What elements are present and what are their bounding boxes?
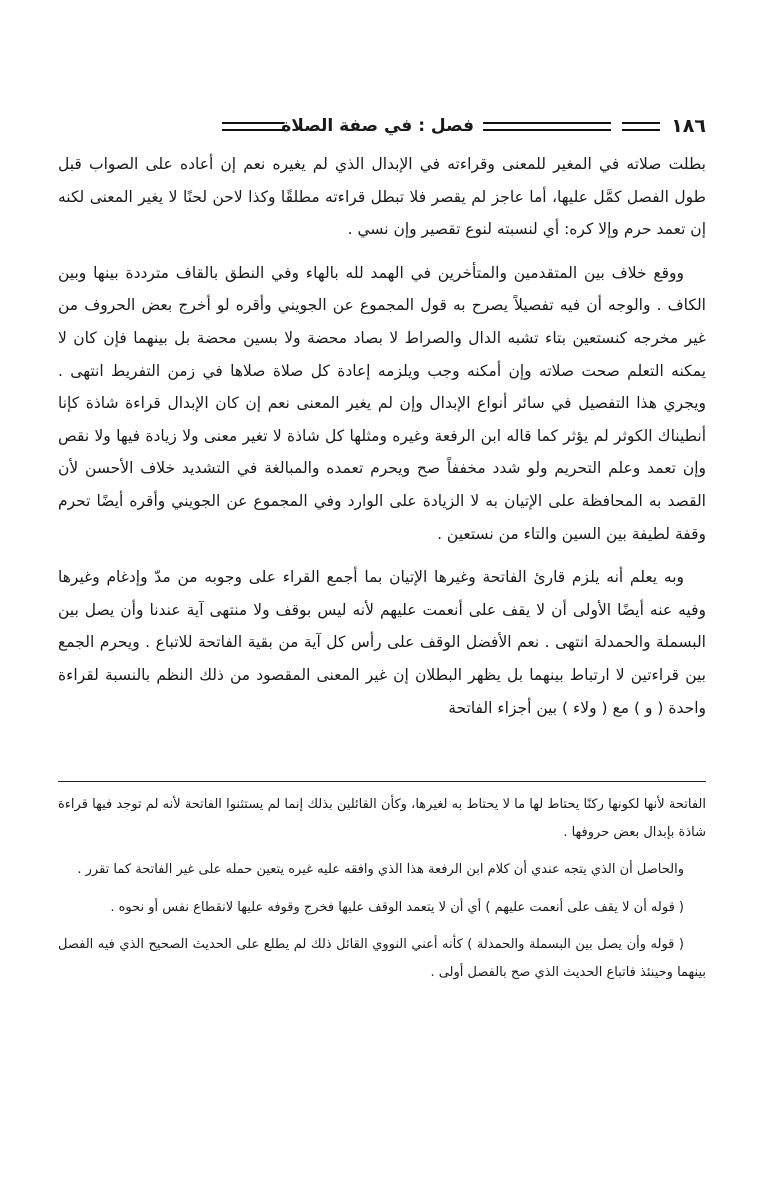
paragraph: ووقع خلاف بين المتقدمين والمتأخرين في الهمد لله بالهاء وفي النطق بالقاف مترددة بينها وبين الكاف . والوجه أن فيه تفصيلاً يصرح به قول المجموع عن الجويني وأقره لو أخرج بعض الحروف من غير مخرجه كنستعين بتاء تشبه الدال والصراط لا بصاد محضة ولا بسين محضة بل بينهما فإن كان لا يمكنه التعلم صحت صلاته وإن أمكنه وجب ويلزمه إعادة كل صلاة صلاها في زمن التفريط انتهى . ويجري هذا التفصيل في سائر أنواع الإبدال وإن لم يغير المعنى نعم إن كان الإبدال قراءة شاذة كإنا أنطيناك الكوثر لم يؤثر كما قاله ابن الرفعة وغيره ومثلها كل شاذة لا تغير معنى ولا زيادة فيها ولا نقص وإن تعمد وعلم التحريم ولو شدد مخففاً صح ويحرم تعمده والمبالغة في التشديد خلاف الأحسن لأن القصد به المحافظة على الإتيان به لا الزيادة على الوارد وفي المجموع عن الجويني وأقره أيضًا تحرم وقفة لطيفة بين السين والتاء من نستعين . bbox=[58, 263, 706, 543]
paragraph: وبه يعلم أنه يلزم قارئ الفاتحة وغيرها الإتيان بما أجمع القراء على وجوبه من مدّ وإدغام وغيرها وفيه عنه أيضًا الأولى أن لا يقف على أنعمت عليهم لأنه ليس بوقف ولا منتهى آية عندنا وأن يصل بين البسملة والحمدلة انتهى . نعم الأفضل الوقف على رأس كل آية من بقية الفاتحة للاتباع . ويحرم الجمع بين قراءتين لا ارتباط بينهما بل يظهر البطلان إن غير المعنى المقصود من ذلك النظم بالنسبة لقراءة واحدة ( و ) مع ( ولاء ) بين أجزاء الفاتحة bbox=[58, 568, 706, 717]
main-text bbox=[58, 148, 706, 724]
chapter-title: فصل : في صفة الصلاة bbox=[281, 116, 474, 136]
header-ornament-rule bbox=[483, 122, 611, 131]
footnote: والحاصل أن الذي يتجه عندي أن كلام ابن الرفعة هذا الذي وافقه عليه غيره يتعين حمله على غير الفاتحة كما تقرر . bbox=[77, 862, 684, 877]
paragraph: بطلت صلاته في المغير للمعنى وقراءته في الإبدال الذي لم يغيره نعم إن أعاده على الصواب قبل طول الفصل كمَّل عليها، أما عاجز لم يقصر فلا تبطل قراءته مطلقًا وكذا لاحن لحنًا لا يغير المعنى لكنه إن تعمد حرم وإلا كره: أي لنسبته لنوع تقصير وإن نسي . bbox=[58, 155, 706, 239]
footnote: ( قوله أن لا يقف على أنعمت عليهم ) أي أن لا يتعمد الوقف عليها فخرج وقوفه عليها لانقطاع نفس أو نحوه . bbox=[110, 899, 684, 915]
running-header bbox=[72, 112, 706, 142]
footnotes bbox=[58, 791, 706, 986]
footnote: الفاتحة لأنها لكونها ركنًا يحتاط لها ما لا يحتاط به لغيرها، وكأن القائلين بذلك إنما لم يستثنوا الفاتحة لأنه لم توجد فيها قراءة شاذة بإبدال بعض حروفها . bbox=[58, 797, 706, 840]
footnote: ( قوله وأن يصل بين البسملة والحمدلة ) كأنه أعني النووي القائل ذلك لم يطلع على الحديث الصحيح الذي فيه الفصل بينهما وحينئذ فاتباع الحديث الذي صح بالفصل أولى . bbox=[58, 937, 706, 980]
header-ornament-rule bbox=[622, 122, 660, 131]
page-number: ١٨٦ bbox=[671, 115, 706, 137]
footnote-separator bbox=[58, 781, 706, 782]
header-ornament-rule bbox=[222, 122, 284, 131]
